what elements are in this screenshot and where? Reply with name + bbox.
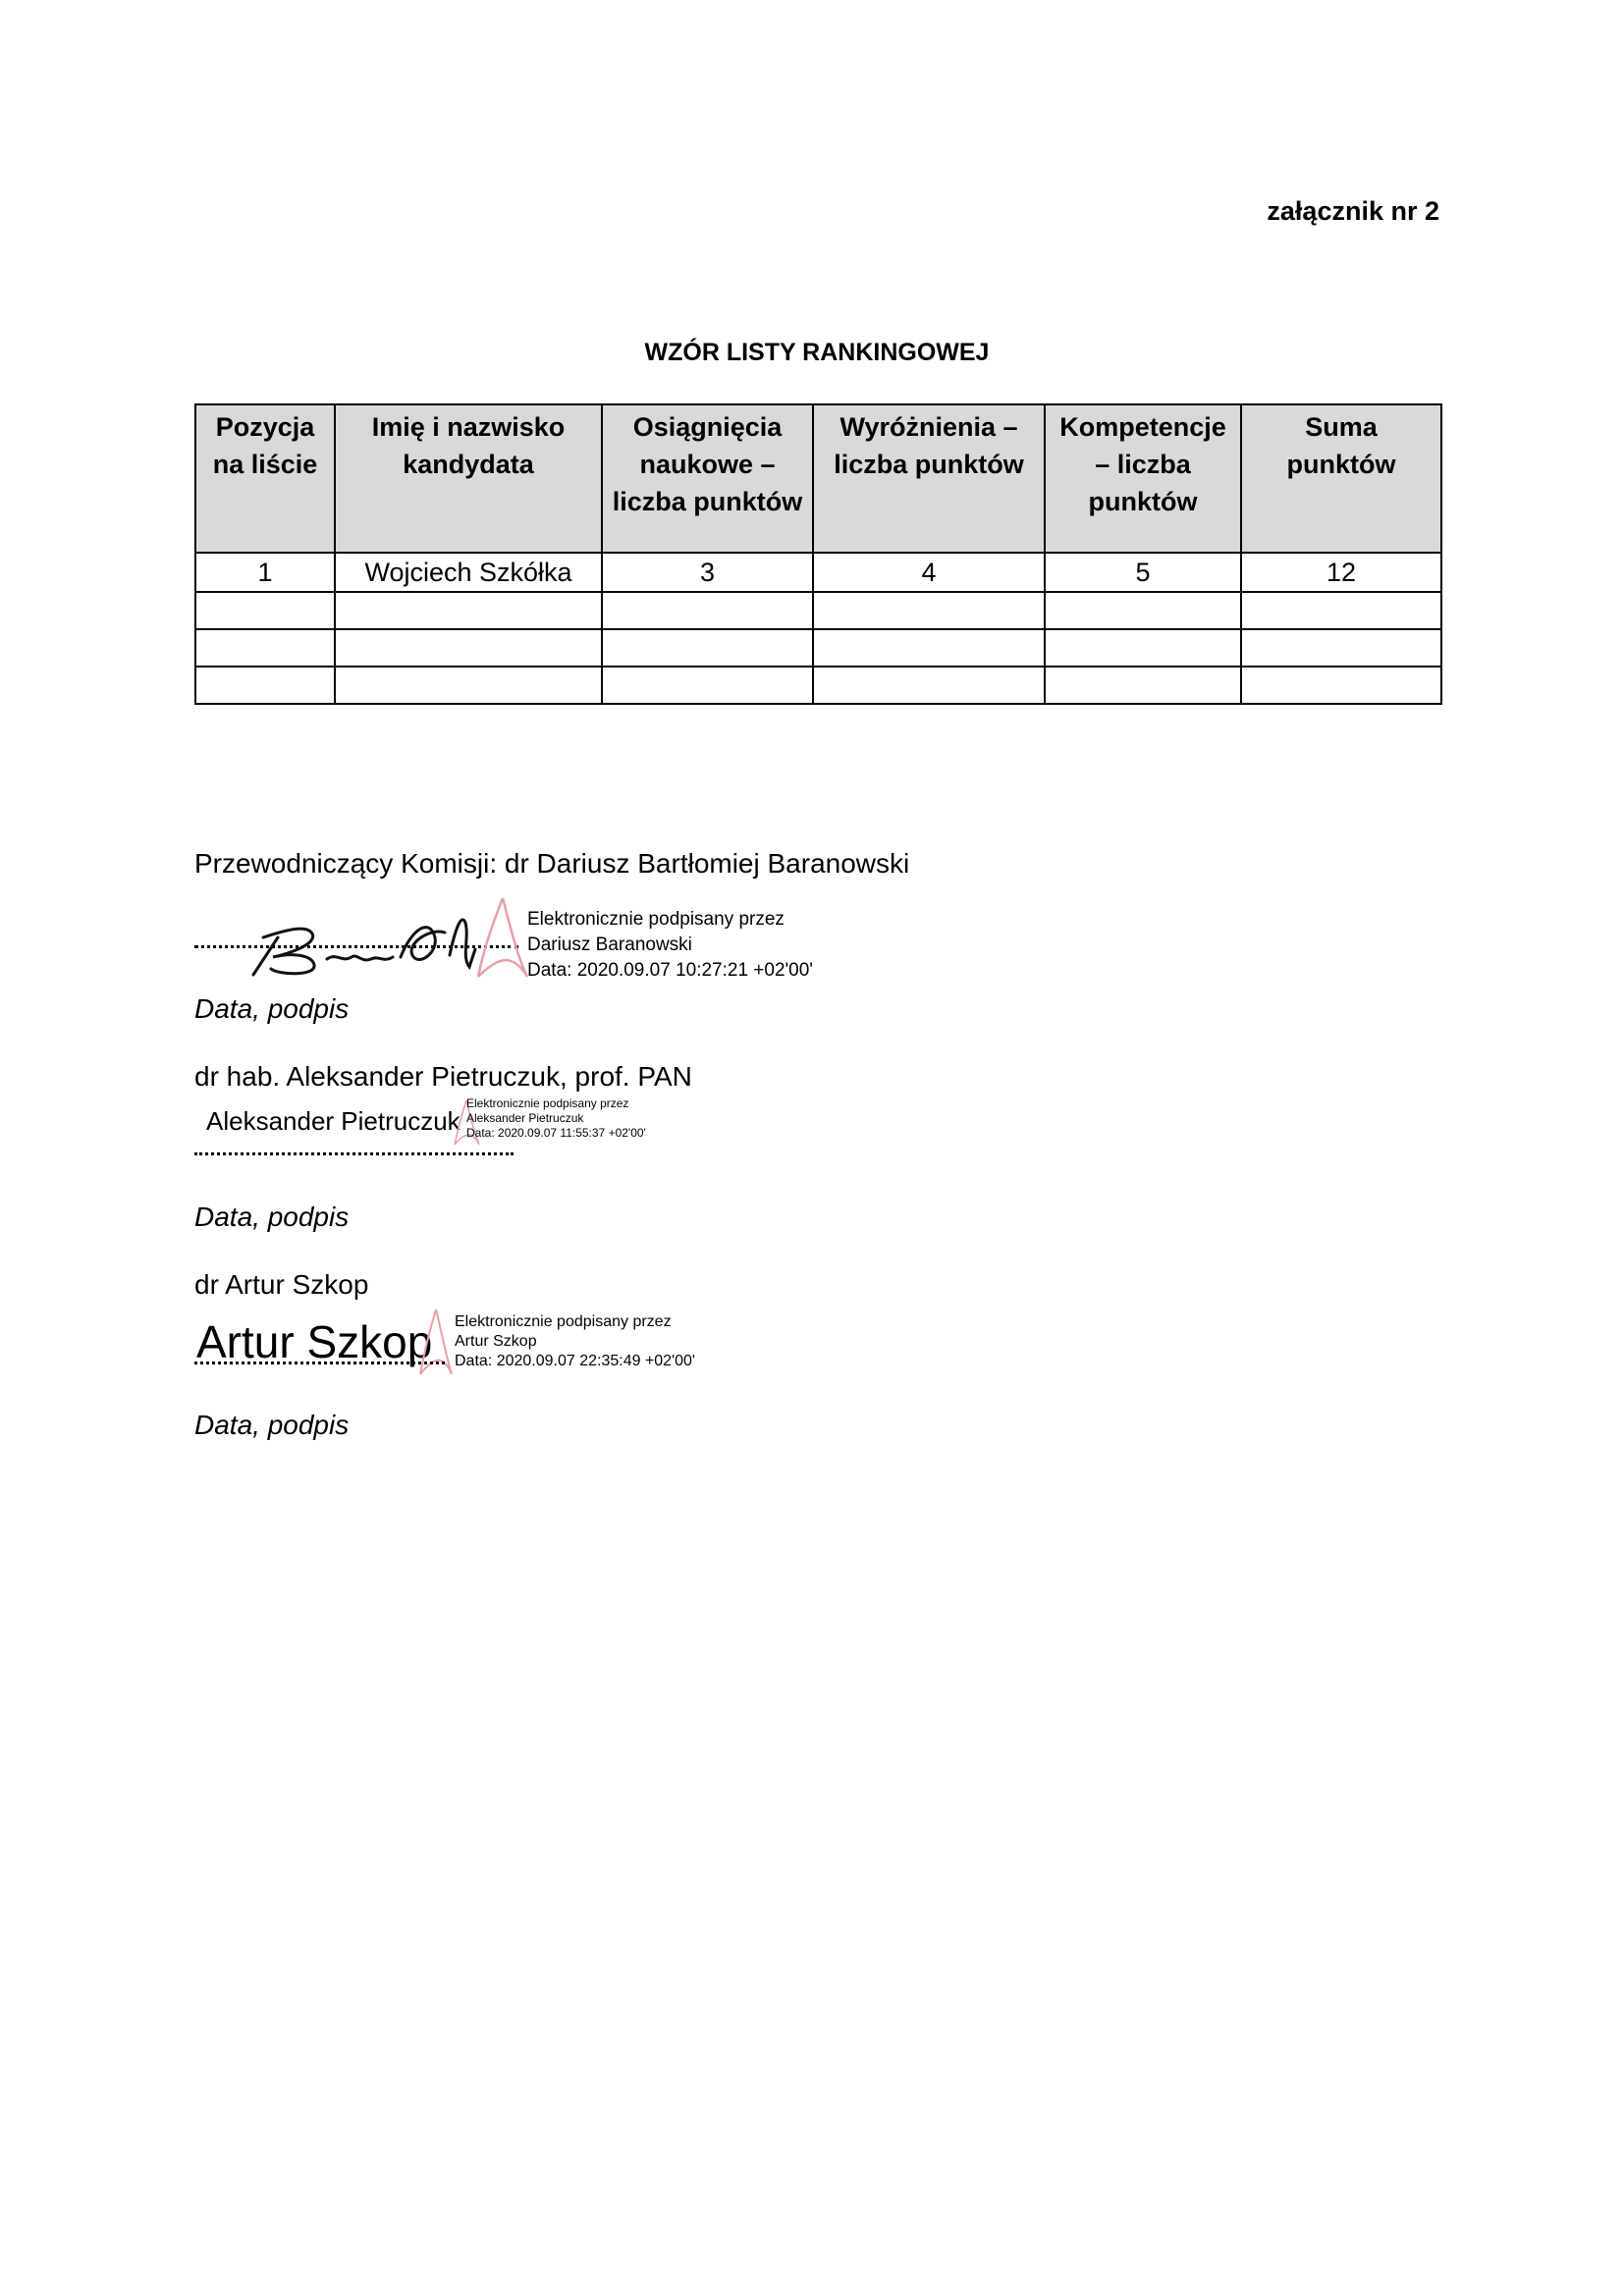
esign-date: Data: 2020.09.07 10:27:21 +02'00' bbox=[527, 960, 813, 981]
cell-distinctions: 4 bbox=[813, 553, 1045, 592]
ranking-table bbox=[194, 403, 1442, 705]
adobe-seal-icon bbox=[416, 1306, 456, 1379]
cell-total: 12 bbox=[1241, 553, 1441, 592]
header-distinctions: Wyróżnienia – liczba punktów bbox=[813, 404, 1045, 553]
table-row bbox=[195, 667, 1441, 704]
header-achievements: Osiągnięcia naukowe – liczba punktów bbox=[602, 404, 813, 553]
esign-info bbox=[527, 907, 813, 984]
esign-info bbox=[466, 1096, 646, 1141]
cell-candidate-name bbox=[335, 629, 602, 667]
table-row bbox=[195, 592, 1441, 629]
signature-line bbox=[194, 1152, 514, 1155]
signer-name: Artur Szkop bbox=[196, 1316, 433, 1367]
adobe-seal-icon bbox=[473, 893, 532, 987]
esign-date: Data: 2020.09.07 11:55:37 +02'00' bbox=[466, 1126, 646, 1140]
cell-competences bbox=[1045, 629, 1241, 667]
date-signature-caption: Data, podpis bbox=[194, 1201, 350, 1232]
cell-total bbox=[1241, 667, 1441, 704]
cell-candidate-name: Wojciech Szkółka bbox=[335, 553, 602, 592]
chairman-heading: Przewodniczący Komisji: dr Dariusz Bartłomiej Baranowski bbox=[194, 848, 910, 879]
header-candidate-name: Imię i nazwisko kandydata bbox=[335, 404, 602, 553]
header-total: Suma punktów bbox=[1241, 404, 1441, 553]
cell-position bbox=[195, 667, 335, 704]
signature-line bbox=[194, 1362, 445, 1364]
cell-distinctions bbox=[813, 592, 1045, 629]
cell-achievements bbox=[602, 667, 813, 704]
cell-position bbox=[195, 629, 335, 667]
header-competences: Kompetencje – liczba punktów bbox=[1045, 404, 1241, 553]
esign-line: Elektronicznie podpisany przez bbox=[455, 1313, 672, 1330]
cell-distinctions bbox=[813, 667, 1045, 704]
esign-signer: Artur Szkop bbox=[455, 1333, 537, 1350]
esign-line: Elektronicznie podpisany przez bbox=[466, 1096, 629, 1110]
cell-total bbox=[1241, 629, 1441, 667]
table-row bbox=[195, 553, 1441, 592]
document-title: WZÓR LISTY RANKINGOWEJ bbox=[644, 339, 990, 366]
cell-achievements bbox=[602, 592, 813, 629]
cell-candidate-name bbox=[335, 667, 602, 704]
member-heading: dr hab. Aleksander Pietruczuk, prof. PAN bbox=[194, 1061, 692, 1092]
cell-candidate-name bbox=[335, 592, 602, 629]
cell-distinctions bbox=[813, 629, 1045, 667]
cell-competences bbox=[1045, 592, 1241, 629]
date-signature-caption: Data, podpis bbox=[194, 1410, 350, 1440]
date-signature-caption: Data, podpis bbox=[194, 993, 350, 1024]
esign-signer: Aleksander Pietruczuk bbox=[466, 1111, 584, 1125]
cell-achievements bbox=[602, 629, 813, 667]
esign-signer: Dariusz Baranowski bbox=[527, 934, 692, 955]
esign-date: Data: 2020.09.07 22:35:49 +02'00' bbox=[455, 1353, 695, 1369]
annex-label: załącznik nr 2 bbox=[1267, 196, 1439, 226]
esign-line: Elektronicznie podpisany przez bbox=[527, 909, 785, 930]
cell-position bbox=[195, 592, 335, 629]
header-position: Pozycja na liście bbox=[195, 404, 335, 553]
cell-total bbox=[1241, 592, 1441, 629]
table-header-row bbox=[195, 404, 1441, 553]
member-heading: dr Artur Szkop bbox=[194, 1269, 369, 1300]
cell-competences bbox=[1045, 667, 1241, 704]
cell-achievements: 3 bbox=[602, 553, 813, 592]
signer-name: Aleksander Pietruczuk bbox=[206, 1106, 460, 1136]
cell-competences: 5 bbox=[1045, 553, 1241, 592]
table-row bbox=[195, 629, 1441, 667]
cell-position: 1 bbox=[195, 553, 335, 592]
esign-info bbox=[455, 1312, 695, 1371]
